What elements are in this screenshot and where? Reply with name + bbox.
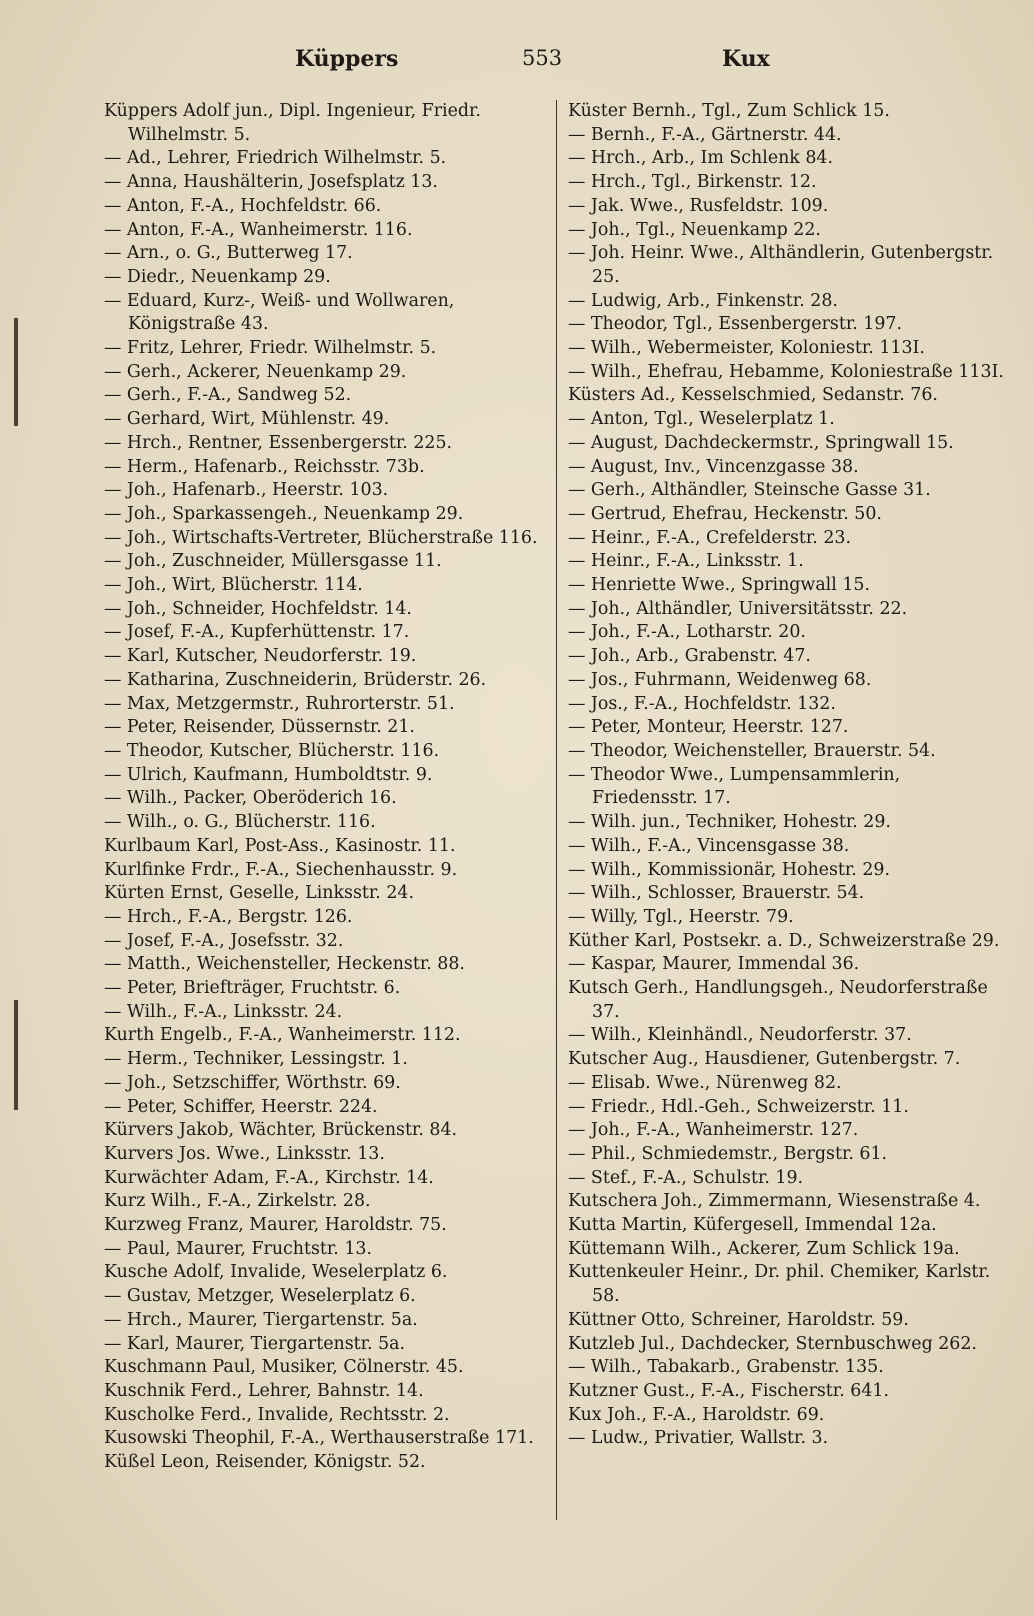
directory-entry: — Josef, F.-A., Josefsstr. 32. [104,930,344,951]
directory-entry: — Peter, Reisender, Düssernstr. 21. [104,717,415,738]
directory-entry: — Matth., Weichensteller, Heckenstr. 88. [104,954,465,975]
directory-entry: Küttemann Wilh., Ackerer, Zum Schlick 19a. [568,1238,960,1259]
directory-entry: Kusche Adolf, Invalide, Weselerplatz 6. [104,1262,448,1283]
directory-entry: — Josef, F.-A., Kupferhüttenstr. 17. [104,622,410,643]
directory-entry: — Willy, Tgl., Heerstr. 79. [568,906,794,927]
directory-entry: — Joh., Wirt, Blücherstr. 114. [104,575,363,596]
directory-entry: — Peter, Briefträger, Fruchtstr. 6. [104,978,401,999]
directory-entry: — Arn., o. G., Butterweg 17. [104,243,353,264]
directory-entry: — Kaspar, Maurer, Immendal 36. [568,954,860,975]
directory-entry: Kurvers Jos. Wwe., Linksstr. 13. [104,1143,385,1164]
header-right-word: Kux [722,46,770,72]
directory-entry: Küther Karl, Postsekr. a. D., Schweizerstraße 29. [568,930,1000,951]
directory-entry: Kutzleb Jul., Dachdecker, Sternbuschweg 262. [568,1333,977,1354]
directory-entry: Kutscher Aug., Hausdiener, Gutenbergstr. 7. [568,1049,961,1070]
directory-entry: Kuscholke Ferd., Invalide, Rechtsstr. 2. [104,1404,450,1425]
directory-entry: Kürten Ernst, Geselle, Linksstr. 24. [104,883,414,904]
directory-entry: — Joh., Tgl., Neuenkamp 22. [568,219,821,240]
directory-entry: Kutschera Joh., Zimmermann, Wiesenstraße 4. [568,1191,981,1212]
directory-entry: Kux Joh., F.-A., Haroldstr. 69. [568,1404,825,1425]
directory-entry: — Ludwig, Arb., Finkenstr. 28. [568,290,838,311]
directory-entry: — Heinr., F.-A., Linksstr. 1. [568,551,804,572]
directory-entry: — Gerhard, Wirt, Mühlenstr. 49. [104,409,390,430]
directory-entry: — Gustav, Metzger, Weselerplatz 6. [104,1286,416,1307]
directory-entry: — Wilh., Ehefrau, Hebamme, Koloniestraße 113I. [568,361,1004,382]
directory-entry: Kutsch Gerh., Handlungsgeh., Neudorferstraße 37. [568,978,988,1022]
directory-entry: — Joh., F.-A., Wanheimerstr. 127. [568,1120,859,1141]
directory-entry: — Joh., Wirtschafts-Vertreter, Blücherstraße 116. [104,527,538,548]
directory-entry: — Hrch., Rentner, Essenbergerstr. 225. [104,432,453,453]
directory-entry: — Theodor, Weichensteller, Brauerstr. 54. [568,740,936,761]
directory-entry: — Gertrud, Ehefrau, Heckenstr. 50. [568,503,882,524]
directory-entry: — Phil., Schmiedemstr., Bergstr. 61. [568,1143,888,1164]
directory-entry: Kurth Engelb., F.-A., Wanheimerstr. 112. [104,1025,461,1046]
directory-entry: — Jak. Wwe., Rusfeldstr. 109. [568,195,829,216]
directory-entry: — Karl, Maurer, Tiergartenstr. 5a. [104,1333,406,1354]
directory-entry: — Wilh., Schlosser, Brauerstr. 54. [568,883,865,904]
directory-entry: — Joh. Heinr. Wwe., Althändlerin, Gutenbergstr. 25. [568,243,994,287]
directory-entry: — Joh., Hafenarb., Heerstr. 103. [104,480,389,501]
directory-entry: Kurz Wilh., F.-A., Zirkelstr. 28. [104,1191,371,1212]
directory-entry: Küttner Otto, Schreiner, Haroldstr. 59. [568,1309,909,1330]
directory-entry: — Elisab. Wwe., Nürenweg 82. [568,1072,842,1093]
directory-entry: — Wilh., Kommissionär, Hohestr. 29. [568,859,890,880]
directory-entry: Kuschnik Ferd., Lehrer, Bahnstr. 14. [104,1380,424,1401]
directory-entry: — Wilh., F.-A., Linksstr. 24. [104,1001,343,1022]
directory-entry: — Joh., F.-A., Lotharstr. 20. [568,622,806,643]
directory-entry: Kuttenkeuler Heinr., Dr. phil. Chemiker, Karlstr. 58. [568,1262,991,1307]
column-divider [556,100,557,1520]
directory-entry: — Herm., Techniker, Lessingstr. 1. [104,1049,408,1070]
directory-entry: — Wilh., o. G., Blücherstr. 116. [104,812,376,833]
directory-entry: — Ad., Lehrer, Friedrich Wilhelmstr. 5. [104,148,447,169]
directory-entry: Kutta Martin, Küfergesell, Immendal 12a. [568,1215,937,1236]
directory-entry: — Gerh., F.-A., Sandweg 52. [104,385,352,406]
directory-entry: — Anton, Tgl., Weselerplatz 1. [568,409,835,430]
directory-entry: — Peter, Monteur, Heerstr. 127. [568,717,849,738]
directory-entry: — Heinr., F.-A., Crefelderstr. 23. [568,527,851,548]
directory-entry: — August, Dachdeckermstr., Springwall 15. [568,432,954,453]
directory-entry: — Wilh., Packer, Oberöderich 16. [104,788,397,809]
directory-entry: — Jos., Fuhrmann, Weidenweg 68. [568,669,872,690]
directory-entry: — Herm., Hafenarb., Reichsstr. 73b. [104,456,425,477]
directory-entry: Kutzner Gust., F.-A., Fischerstr. 641. [568,1380,889,1401]
directory-entry: — Joh., Sparkassengeh., Neuenkamp 29. [104,503,464,524]
directory-entry: — August, Inv., Vincenzgasse 38. [568,456,859,477]
directory-entry: Kurlbaum Karl, Post-Ass., Kasinostr. 11. [104,835,456,856]
right-column [568,100,1008,1451]
directory-entry: — Joh., Zuschneider, Müllersgasse 11. [104,551,442,572]
directory-entry: — Katharina, Zuschneiderin, Brüderstr. 26. [104,669,487,690]
binding-mark [14,1000,18,1110]
directory-entry: Kurzweg Franz, Maurer, Haroldstr. 75. [104,1215,447,1236]
directory-entry: — Joh., Setzschiffer, Wörthstr. 69. [104,1072,401,1093]
directory-entry: Küßel Leon, Reisender, Königstr. 52. [104,1452,426,1473]
directory-entry: — Stef., F.-A., Schulstr. 19. [568,1167,804,1188]
page-header [100,46,974,86]
page-number: 553 [522,46,563,70]
directory-entry: — Hrch., Arb., Im Schlenk 84. [568,148,834,169]
directory-entry: — Friedr., Hdl.-Geh., Schweizerstr. 11. [568,1096,909,1117]
directory-entry: — Paul, Maurer, Fruchtstr. 13. [104,1238,372,1259]
directory-entry: — Theodor, Kutscher, Blücherstr. 116. [104,740,440,761]
directory-entry: — Fritz, Lehrer, Friedr. Wilhelmstr. 5. [104,338,437,359]
directory-entry: — Hrch., Tgl., Birkenstr. 12. [568,172,817,193]
directory-entry: Kuschmann Paul, Musiker, Cölnerstr. 45. [104,1357,464,1378]
directory-entry: — Anton, F.-A., Hochfeldstr. 66. [104,195,382,216]
directory-entry: — Gerh., Althändler, Steinsche Gasse 31. [568,480,931,501]
directory-entry: — Wilh., Kleinhändl., Neudorferstr. 37. [568,1025,912,1046]
directory-entry: — Max, Metzgermstr., Ruhrorterstr. 51. [104,693,455,714]
directory-entry: — Karl, Kutscher, Neudorferstr. 19. [104,646,417,667]
directory-entry: — Eduard, Kurz-, Weiß- und Wollwaren, Königstraße 43. [104,290,455,335]
directory-entry: — Henriette Wwe., Springwall 15. [568,575,870,596]
directory-entry: — Wilh., Tabakarb., Grabenstr. 135. [568,1357,884,1378]
directory-entry: — Anna, Haushälterin, Josefsplatz 13. [104,172,438,193]
directory-entry: Kusowski Theophil, F.-A., Werthauserstraße 171. [104,1428,534,1449]
directory-entry: — Bernh., F.-A., Gärtnerstr. 44. [568,124,842,145]
directory-entry: — Gerh., Ackerer, Neuenkamp 29. [104,361,407,382]
directory-entry: — Peter, Schiffer, Heerstr. 224. [104,1096,378,1117]
directory-entry: — Hrch., F.-A., Bergstr. 126. [104,906,353,927]
header-left-word: Küppers [295,46,399,72]
directory-entry: — Ulrich, Kaufmann, Humboldtstr. 9. [104,764,433,785]
directory-entry: — Ludw., Privatier, Wallstr. 3. [568,1428,829,1449]
directory-entry: — Anton, F.-A., Wanheimerstr. 116. [104,219,413,240]
directory-entry: — Hrch., Maurer, Tiergartenstr. 5a. [104,1309,418,1330]
directory-entry: Kürvers Jakob, Wächter, Brückenstr. 84. [104,1120,458,1141]
left-column [104,100,559,1475]
directory-entry: — Jos., F.-A., Hochfeldstr. 132. [568,693,836,714]
directory-entry: — Joh., Althändler, Universitätsstr. 22. [568,598,908,619]
directory-entry: — Wilh., F.-A., Vincensgasse 38. [568,835,850,856]
directory-entry: — Wilh., Webermeister, Koloniestr. 113I. [568,338,925,359]
directory-entry: — Joh., Schneider, Hochfeldstr. 14. [104,598,412,619]
directory-entry: — Theodor Wwe., Lumpensammlerin, Friedensstr. 17. [568,764,901,809]
directory-entry: — Joh., Arb., Grabenstr. 47. [568,646,811,667]
directory-entry: Kurlfinke Frdr., F.-A., Siechenhausstr. 9. [104,859,458,880]
directory-entry: — Wilh. jun., Techniker, Hohestr. 29. [568,812,891,833]
directory-entry: Küppers Adolf jun., Dipl. Ingenieur, Friedr. Wilhelmstr. 5. [104,101,481,145]
directory-entry: Küster Bernh., Tgl., Zum Schlick 15. [568,101,890,121]
directory-entry: — Diedr., Neuenkamp 29. [104,266,331,287]
directory-entry: Küsters Ad., Kesselschmied, Sedanstr. 76. [568,385,938,406]
binding-mark [14,318,18,426]
directory-entry: Kurwächter Adam, F.-A., Kirchstr. 14. [104,1167,434,1188]
directory-entry: — Theodor, Tgl., Essenbergerstr. 197. [568,314,903,335]
